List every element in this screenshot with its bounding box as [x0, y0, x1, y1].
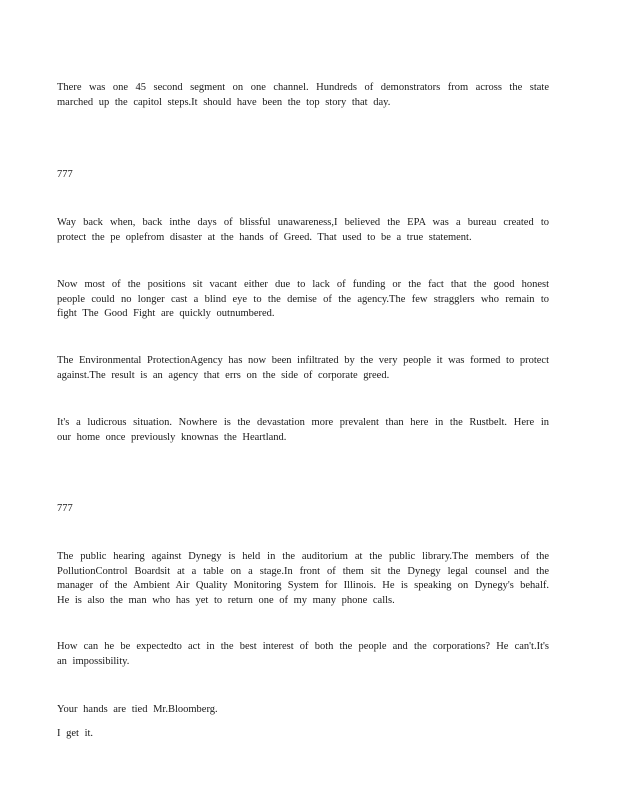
- section-separator-1: 777: [57, 169, 73, 180]
- paragraph-demonstrators: There was one 45 second segment on one channel. Hundreds of demonstrators from across the state marched up the capitol steps.It should have been the top story that day.: [57, 82, 549, 108]
- paragraph-epa-infiltrated: The Environmental ProtectionAgency has now been infiltrated by the very people it was formed to protect against.The result is an agency that errs on the side of corporate greed.: [57, 355, 549, 381]
- paragraph-positions-vacant: Now most of the positions sit vacant either due to lack of funding or the fact that the good honest people could no longer cast a blind eye to the demise of the agency.The few stragglers who remain to fight The Good Fight are quickly outnumbered.: [57, 279, 549, 319]
- paragraph-rustbelt: It's a ludicrous situation. Nowhere is the devastation more prevalent than here in the Rustbelt. Here in our home once previously knownas the Heartland.: [57, 417, 549, 443]
- paragraph-best-interest: How can he be expectedto act in the best interest of both the people and the corporations? He can't.It's an impossibility.: [57, 641, 549, 667]
- paragraph-epa-bureau: Way back when, back inthe days of blissful unawareness,I believed the EPA was a bureau created to protect the pe oplefrom disaster at the hands of Greed. That used to be a true statement.: [57, 217, 549, 243]
- paragraph-public-hearing: The public hearing against Dynegy is held in the auditorium at the public library.The members of the PollutionControl Boardsit at a table on a stage.In front of them sit the Dynegy legal counsel and the manager of the Ambient Air Quality Monitoring System for Illinois. He is speaking on Dynegy's behalf. He is also the man who has yet to return one of my many phone calls.: [57, 551, 549, 606]
- section-separator-2: 777: [57, 503, 73, 514]
- paragraph-get-it: I get it.: [57, 728, 94, 739]
- paragraph-hands-tied: Your hands are tied Mr.Bloomberg.: [57, 704, 218, 715]
